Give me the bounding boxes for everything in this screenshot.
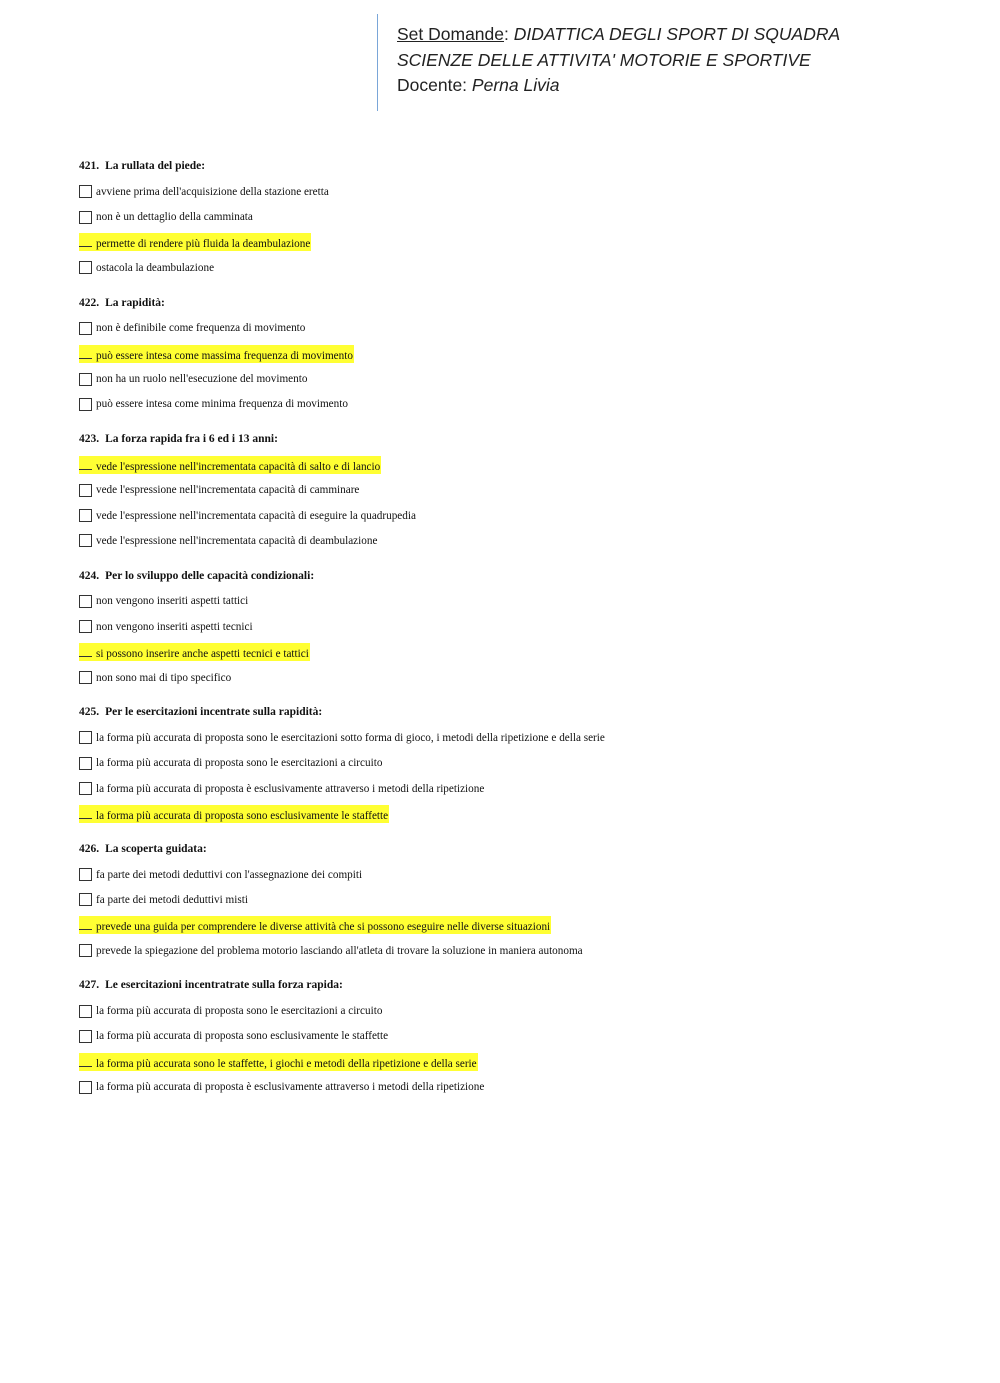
teacher-label: Docente: (397, 75, 468, 95)
question (79, 840, 979, 964)
question-spacer (79, 963, 979, 976)
correct-answer-highlight (79, 643, 310, 661)
answer-option[interactable] (79, 725, 979, 750)
answer-text: avviene prima dell'acquisizione della stazione eretta (96, 185, 329, 198)
answer-option-correct[interactable] (79, 913, 979, 938)
answer-checkbox[interactable] (79, 509, 92, 522)
answer-text: vede l'espressione nell'incrementata capacità di camminare (96, 484, 360, 497)
answer-text: prevede una guida per comprendere le diverse attività che si possono eseguire nelle diverse situazioni (96, 921, 551, 934)
teacher-name: Perna Livia (471, 75, 560, 95)
answer-checkbox-blank[interactable] (79, 917, 92, 930)
answer-option[interactable] (79, 776, 979, 801)
answer-text: non è definibile come frequenza di movimento (96, 322, 306, 335)
answer-option[interactable] (79, 204, 979, 229)
answer-text: la forma più accurata di proposta sono le esercitazioni a circuito (96, 757, 383, 770)
answer-text: non vengono inseriti aspetti tecnici (96, 620, 253, 633)
question (79, 294, 979, 418)
correct-answer-highlight (79, 916, 551, 934)
question-text: Per le esercitazioni incentrate sulla rapidità: (105, 706, 323, 719)
answer-checkbox[interactable] (79, 373, 92, 386)
answer-text: fa parte dei metodi deduttivi misti (96, 893, 248, 906)
question-text: La rapidità: (105, 296, 165, 309)
answer-option[interactable] (79, 316, 979, 341)
answer-checkbox[interactable] (79, 868, 92, 881)
answer-checkbox[interactable] (79, 484, 92, 497)
answer-option[interactable] (79, 503, 979, 528)
question-spacer (79, 281, 979, 294)
correct-answer-highlight (79, 805, 389, 823)
answer-option[interactable] (79, 1075, 979, 1100)
answer-checkbox[interactable] (79, 261, 92, 274)
answer-option[interactable] (79, 366, 979, 391)
question-title (79, 157, 979, 175)
answer-option-correct[interactable] (79, 452, 979, 477)
answer-text: vede l'espressione nell'incrementata capacità di salto e di lancio (96, 460, 381, 473)
answer-checkbox-blank[interactable] (79, 806, 92, 819)
question-number: 421. (79, 160, 100, 172)
answer-checkbox[interactable] (79, 322, 92, 335)
correct-answer-highlight (79, 345, 354, 363)
answer-text: non ha un ruolo nell'esecuzione del movimento (96, 373, 308, 386)
set-label: Set Domande (397, 24, 505, 44)
question-title (79, 840, 979, 858)
answer-checkbox[interactable] (79, 620, 92, 633)
answer-checkbox[interactable] (79, 595, 92, 608)
answer-checkbox[interactable] (79, 782, 92, 795)
answer-checkbox[interactable] (79, 211, 92, 224)
course-name: SCIENZE DELLE ATTIVITA' MOTORIE E SPORTIVE (397, 49, 811, 70)
answer-option[interactable] (79, 179, 979, 204)
answer-option[interactable] (79, 589, 979, 614)
answer-checkbox[interactable] (79, 757, 92, 770)
answer-option[interactable] (79, 887, 979, 912)
question-number: 423. (79, 433, 100, 446)
answer-checkbox-blank[interactable] (79, 234, 92, 247)
answer-checkbox[interactable] (79, 1005, 92, 1018)
answer-text: la forma più accurata sono le staffette, i giochi e metodi della ripetizione e della serie (96, 1057, 477, 1070)
question-text: La rullata del piede: (105, 160, 206, 172)
answer-checkbox-blank[interactable] (79, 644, 92, 657)
answer-option-correct[interactable] (79, 341, 979, 366)
question-spacer (79, 827, 979, 840)
question (79, 157, 979, 281)
answer-option-correct[interactable] (79, 801, 979, 826)
answer-checkbox[interactable] (79, 671, 92, 684)
answer-checkbox[interactable] (79, 893, 92, 906)
question-title (79, 430, 979, 448)
question (79, 430, 979, 554)
answer-option[interactable] (79, 751, 979, 776)
answer-text: non sono mai di tipo specifico (96, 671, 232, 684)
question-title (79, 567, 979, 585)
question-text: La scoperta guidata: (105, 842, 207, 855)
answer-text: può essere intesa come massima frequenza di movimento (96, 349, 353, 362)
answer-text: vede l'espressione nell'incrementata capacità di deambulazione (96, 534, 378, 547)
question-spacer (79, 554, 979, 567)
answer-text: la forma più accurata di proposta è esclusivamente attraverso i metodi della ripetizione (96, 782, 485, 795)
question-number: 422. (79, 296, 100, 309)
answer-checkbox[interactable] (79, 534, 92, 547)
set-title-line: Set Domande: DIDATTICA DEGLI SPORT DI SQUADRA (397, 24, 841, 44)
answer-text: prevede la spiegazione del problema motorio lasciando all'atleta di trovare la soluzione in maniera autonoma (96, 944, 583, 957)
answer-checkbox[interactable] (79, 185, 92, 198)
answer-text: vede l'espressione nell'incrementata capacità di eseguire la quadrupedia (96, 509, 416, 522)
question (79, 703, 979, 827)
answer-checkbox-blank[interactable] (79, 457, 92, 470)
question-number: 426. (79, 842, 100, 855)
question-number: 425. (79, 706, 100, 719)
answer-text: fa parte dei metodi deduttivi con l'assegnazione dei compiti (96, 868, 363, 881)
answer-option[interactable] (79, 392, 979, 417)
question (79, 976, 979, 1100)
question-title (79, 294, 979, 312)
course-line (397, 48, 840, 74)
answer-option[interactable] (79, 665, 979, 690)
correct-answer-highlight (79, 456, 381, 474)
answer-text: non è un dettaglio della camminata (96, 211, 253, 224)
answer-text: la forma più accurata di proposta è esclusivamente attraverso i metodi della ripetizione (96, 1081, 485, 1094)
answer-checkbox[interactable] (79, 1081, 92, 1094)
answer-checkbox[interactable] (79, 944, 92, 957)
answer-text: può essere intesa come minima frequenza di movimento (96, 398, 348, 411)
question-number: 427. (79, 979, 100, 992)
answer-checkbox-blank[interactable] (79, 346, 92, 359)
answer-text: la forma più accurata di proposta sono esclusivamente le staffette (96, 810, 389, 823)
set-title: DIDATTICA DEGLI SPORT DI SQUADRA (513, 24, 841, 44)
answer-option[interactable] (79, 938, 979, 963)
answer-option[interactable] (79, 478, 979, 503)
teacher-line (397, 73, 840, 99)
document-header (377, 14, 840, 111)
answer-option[interactable] (79, 998, 979, 1023)
answer-text: ostacola la deambulazione (96, 261, 215, 274)
question-number: 424. (79, 569, 100, 582)
answer-option[interactable] (79, 528, 979, 553)
answer-option[interactable] (79, 862, 979, 887)
answer-option-correct[interactable] (79, 230, 979, 255)
question-text: Per lo sviluppo delle capacità condizionali: (105, 569, 315, 582)
question-title (79, 976, 979, 994)
question-spacer (79, 690, 979, 703)
answer-option-correct[interactable] (79, 1049, 979, 1074)
answer-checkbox[interactable] (79, 1030, 92, 1043)
correct-answer-highlight (79, 233, 311, 251)
answer-option[interactable] (79, 255, 979, 280)
answer-option-correct[interactable] (79, 639, 979, 664)
answer-option[interactable] (79, 1024, 979, 1049)
question-text: Le esercitazioni incentratrate sulla forza rapida: (105, 979, 343, 992)
question (79, 567, 979, 691)
answer-checkbox[interactable] (79, 398, 92, 411)
answer-text: la forma più accurata di proposta sono le esercitazioni a circuito (96, 1005, 383, 1018)
correct-answer-highlight (79, 1053, 478, 1071)
question-text: La forza rapida fra i 6 ed i 13 anni: (105, 433, 278, 446)
question-list (79, 157, 979, 1100)
answer-text: non vengono inseriti aspetti tattici (96, 595, 249, 608)
question-title (79, 703, 979, 721)
answer-checkbox-blank[interactable] (79, 1054, 92, 1067)
answer-option[interactable] (79, 614, 979, 639)
answer-text: permette di rendere più fluida la deambulazione (96, 238, 311, 251)
answer-text: la forma più accurata di proposta sono le esercitazioni sotto forma di gioco, i metodi della ripetizione e della serie (96, 731, 605, 744)
answer-checkbox[interactable] (79, 731, 92, 744)
answer-text: si possono inserire anche aspetti tecnici e tattici (96, 648, 309, 661)
answer-text: la forma più accurata di proposta sono esclusivamente le staffette (96, 1030, 389, 1043)
question-spacer (79, 417, 979, 430)
